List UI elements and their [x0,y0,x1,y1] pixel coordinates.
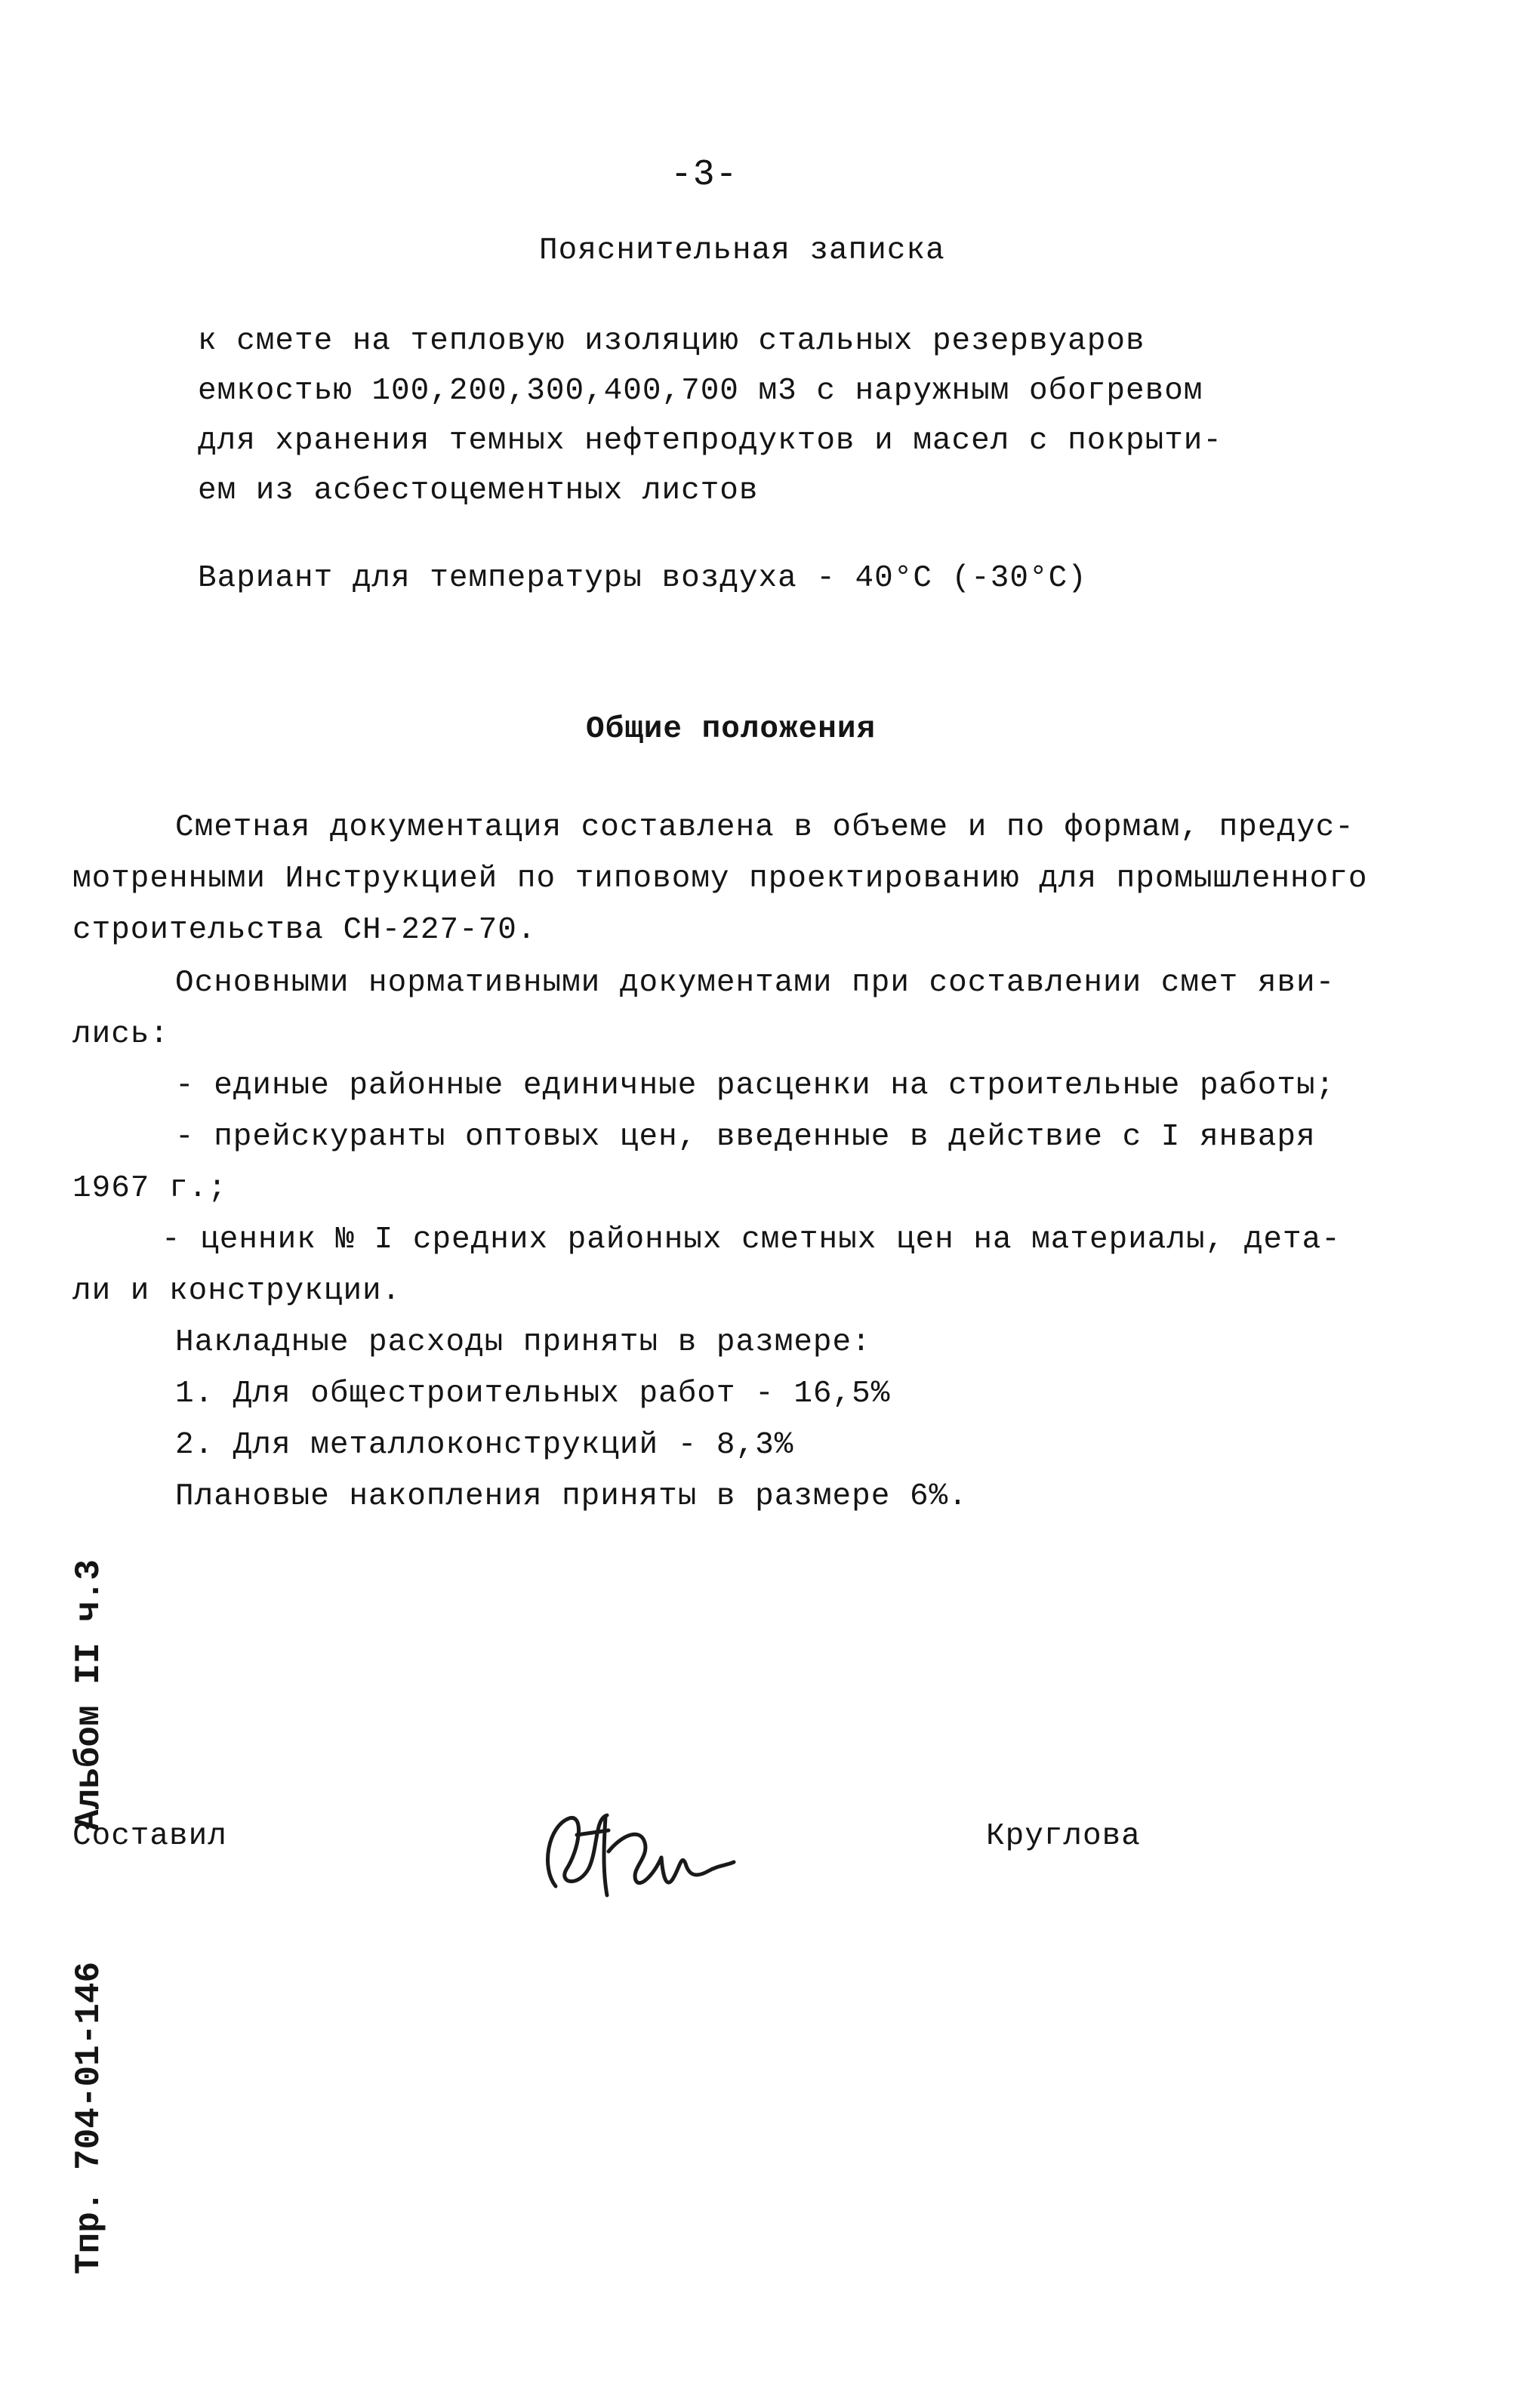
subtitle-line-2: емкостью 100,200,300,400,700 м3 с наружным обогревом [198,374,1203,409]
margin-document-code: Тпр. 704-01-146 [69,1961,109,2274]
paragraph1-line-1: Сметная документация составлена в объеме и по формам, предус- [175,810,1354,845]
list-item: - единые районные единичные расценки на строительные работы; [175,1068,1336,1103]
paragraph2-line-2: лись: [72,1017,170,1052]
subtitle-line-4: ем из асбестоцементных листов [198,473,759,508]
page-number: -3- [670,155,738,196]
overhead-line: Плановые накопления приняты в размере 6%. [175,1479,968,1514]
signer-name: Круглова [986,1819,1141,1854]
subtitle-line-3: для хранения темных нефтепродуктов и масел с покрыти- [198,424,1223,458]
document-title: Пояснительная записка [539,233,945,268]
overhead-line: 2. Для металлоконструкций - 8,3% [175,1428,794,1463]
overhead-line: 1. Для общестроительных работ - 16,5% [175,1377,891,1411]
list-item: - ценник № I средних районных сметных цен на материалы, дета- [162,1222,1341,1257]
list-item: ли и конструкции. [72,1274,402,1309]
paragraph1-line-3: строительства СН-227-70. [72,913,537,948]
section-heading: Общие положения [586,712,877,747]
list-item: - прейскуранты оптовых цен, введенные в действие с I января [175,1120,1316,1155]
list-item: 1967 г.; [72,1171,227,1206]
signature-label: Составил [72,1819,227,1854]
subtitle-line-1: к смете на тепловую изоляцию стальных резервуаров [198,324,1145,359]
margin-album-label: Альбом II ч.3 [69,1559,109,1830]
handwritten-signature [533,1796,737,1909]
overhead-line: Накладные расходы приняты в размере: [175,1325,871,1360]
variant-line: Вариант для температуры воздуха - 40°С (-30°С) [198,561,1087,596]
paragraph1-line-2: мотренными Инструкцией по типовому проектированию для промышленного [72,862,1368,896]
paragraph2-line-1: Основными нормативными документами при составлении смет яви- [175,966,1336,1001]
